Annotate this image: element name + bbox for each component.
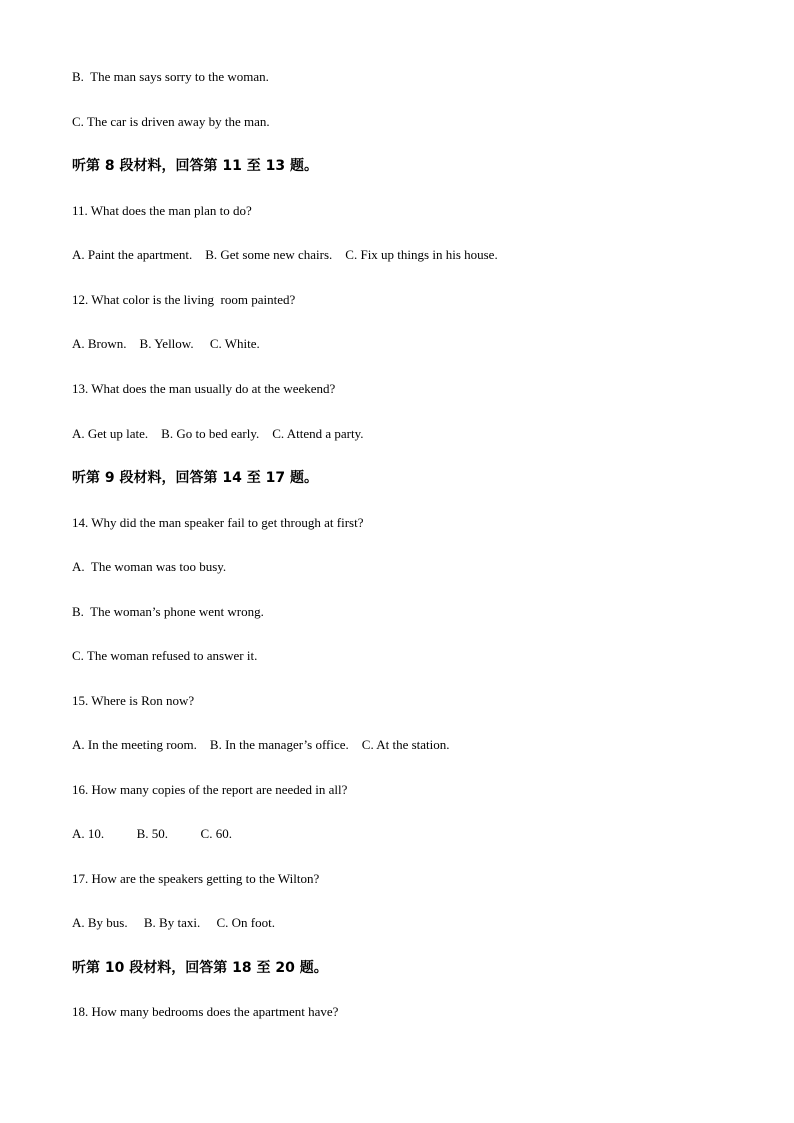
question-15-options: A. In the meeting room. B. In the manager’s office. C. At the station. xyxy=(72,737,450,752)
section-heading-9: 听第 9 段材料，回答第 14 至 17 题。 xyxy=(72,470,318,486)
question-12: 12. What color is the living room painted? xyxy=(72,292,296,307)
question-12-options: A. Brown. B. Yellow. C. White. xyxy=(72,336,260,351)
question-14: 14. Why did the man speaker fail to get through at first? xyxy=(72,515,364,530)
section-heading-8: 听第 8 段材料，回答第 11 至 13 题。 xyxy=(72,158,318,174)
question-18: 18. How many bedrooms does the apartment have? xyxy=(72,1004,339,1019)
question-17: 17. How are the speakers getting to the Wilton? xyxy=(72,871,320,886)
question-16-options: A. 10. B. 50. C. 60. xyxy=(72,826,232,841)
question-14-option-c: C. The woman refused to answer it. xyxy=(72,648,258,663)
question-15: 15. Where is Ron now? xyxy=(72,693,195,708)
question-14-option-b: B. The woman’s phone went wrong. xyxy=(72,604,264,619)
question-13: 13. What does the man usually do at the weekend? xyxy=(72,381,336,396)
question-14-option-a: A. The woman was too busy. xyxy=(72,559,227,574)
question-16: 16. How many copies of the report are needed in all? xyxy=(72,782,348,797)
option-b-line: B. The man says sorry to the woman. xyxy=(72,69,269,84)
question-13-options: A. Get up late. B. Go to bed early. C. Attend a party. xyxy=(72,426,364,441)
question-17-options: A. By bus. B. By taxi. C. On foot. xyxy=(72,915,275,930)
section-heading-10: 听第 10 段材料，回答第 18 至 20 题。 xyxy=(72,960,328,976)
question-11: 11. What does the man plan to do? xyxy=(72,203,252,218)
question-11-options: A. Paint the apartment. B. Get some new chairs. C. Fix up things in his house. xyxy=(72,247,498,262)
option-c-line: C. The car is driven away by the man. xyxy=(72,114,270,129)
